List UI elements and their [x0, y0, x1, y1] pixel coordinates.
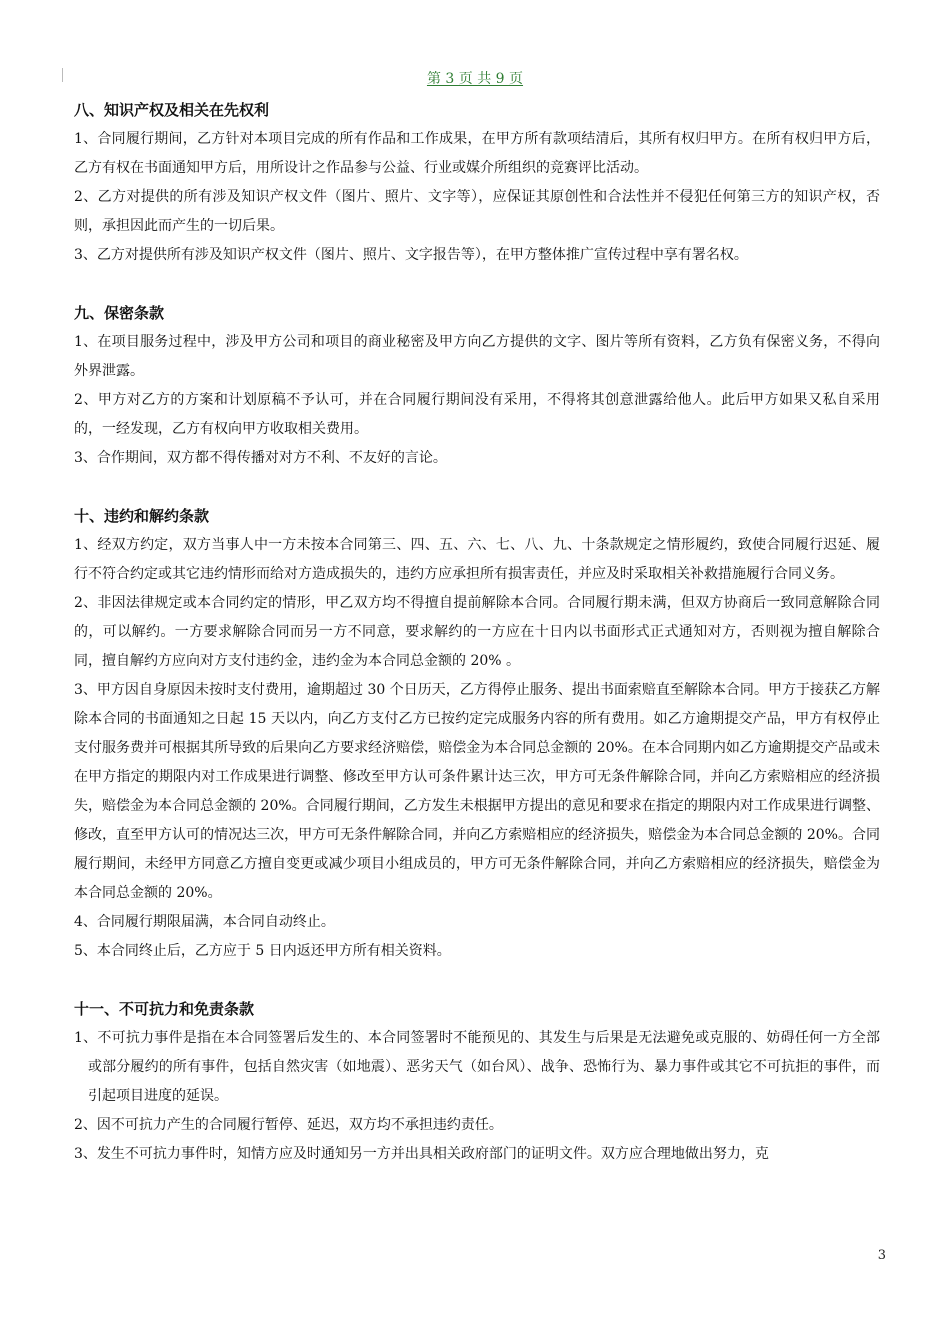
section-title-ip-rights: 八、知识产权及相关在先权利 [74, 101, 270, 119]
page-number: 3 [877, 1248, 886, 1263]
page-indicator: 第 3 页 共 9 页 [426, 71, 524, 87]
clause-11-2: 2、因不可抗力产生的合同履行暂停、延迟，双方均不承担违约责任。 [74, 1117, 503, 1133]
section-title-confidentiality: 九、保密条款 [74, 304, 165, 322]
clause-10-4: 4、合同履行期限届满，本合同自动终止。 [74, 914, 335, 930]
clause-8-2: 2、乙方对提供的所有涉及知识产权文件（图片、照片、文字等），应保证其原创性和合法性并不侵犯任何第三方的知识产权，否则，承担因此而产生的一切后果。 [74, 189, 880, 234]
clause-10-5: 5、本合同终止后，乙方应于 5 日内返还甲方所有相关资料。 [74, 943, 451, 959]
section-title-breach-termination: 十、违约和解约条款 [74, 507, 210, 525]
clause-10-2: 2、非因法律规定或本合同约定的情形，甲乙双方均不得擅自提前解除本合同。合同履行期未满，但双方协商后一致同意解除合同的，可以解约。一方要求解除合同而另一方不同意，要求解约的一方应在十日内以书面形式正式通知对方，否则视为擅自解除合同，擅自解约方应向对方支付违约金，违约金为本合同总金额的 20% 。 [74, 595, 880, 669]
clause-8-1: 1、合同履行期间，乙方针对本项目完成的所有作品和工作成果，在甲方所有款项结清后，其所有权归甲方。在所有权归甲方后，乙方有权在书面通知甲方后，用所设计之作品参与公益、行业或媒介所组织的竞赛评比活动。 [74, 131, 880, 176]
clause-10-1: 1、经双方约定，双方当事人中一方未按本合同第三、四、五、六、七、八、九、十条款规定之情形履约，致使合同履行迟延、履行不符合约定或其它违约情形而给对方造成损失的，违约方应承担所有损害责任，并应及时采取相关补救措施履行合同义务。 [74, 537, 880, 582]
clause-11-3: 3、发生不可抗力事件时，知情方应及时通知另一方并出具相关政府部门的证明文件。双方应合理地做出努力，克 [74, 1146, 769, 1162]
document-body [74, 96, 880, 1169]
clause-8-3: 3、乙方对提供所有涉及知识产权文件（图片、照片、文字报告等），在甲方整体推广宣传过程中享有署名权。 [74, 247, 748, 263]
clause-10-3: 3、甲方因自身原因未按时支付费用，逾期超过 30 个日历天，乙方得停止服务、提出书面索赔直至解除本合同。甲方于接获乙方解除本合同的书面通知之日起 15 天以内，向乙方支付乙方已按约定完成服务内容的所有费用。如乙方逾期提交产品，甲方有权停止支付服务费并可根据其所导致的后果向乙方要求经济赔偿，赔偿金为本合同总金额的 20%。在本合同期内如乙方逾期提交产品或未在甲方指定的期限内对工作成果进行调整、修改至甲方认可条件累计达三次，甲方可无条件解除合同，并向乙方索赔相应的经济损失，赔偿金为本合同总金额的 20%。合同履行期间，乙方发生未根据甲方提出的意见和要求在指定的期限内对工作成果进行调整、修改，直至甲方认可的情况达三次，甲方可无条件解除合同，并向乙方索赔相应的经济损失，赔偿金为本合同总金额的 20%。合同履行期间，未经甲方同意乙方擅自变更或减少项目小组成员的，甲方可无条件解除合同，并向乙方索赔相应的经济损失，赔偿金为本合同总金额的 20%。 [74, 682, 880, 901]
clause-9-3: 3、合作期间，双方都不得传播对对方不利、不友好的言论。 [74, 450, 447, 466]
clause-9-1: 1、在项目服务过程中，涉及甲方公司和项目的商业秘密及甲方向乙方提供的文字、图片等所有资料，乙方负有保密义务，不得向外界泄露。 [74, 334, 880, 379]
clause-9-2: 2、甲方对乙方的方案和计划原稿不予认可，并在合同履行期间没有采用，不得将其创意泄露给他人。此后甲方如果又私自采用的，一经发现，乙方有权向甲方收取相关费用。 [74, 392, 880, 437]
clause-11-1: 1、不可抗力事件是指在本合同签署后发生的、本合同签署时不能预见的、其发生与后果是无法避免或克服的、妨碍任何一方全部或部分履约的所有事件，包括自然灾害（如地震）、恶劣天气（如台风）、战争、恐怖行为、暴力事件或其它不可抗拒的事件，而引起项目进度的延误。 [74, 1030, 880, 1104]
section-title-force-majeure: 十一、不可抗力和免责条款 [74, 1000, 255, 1018]
